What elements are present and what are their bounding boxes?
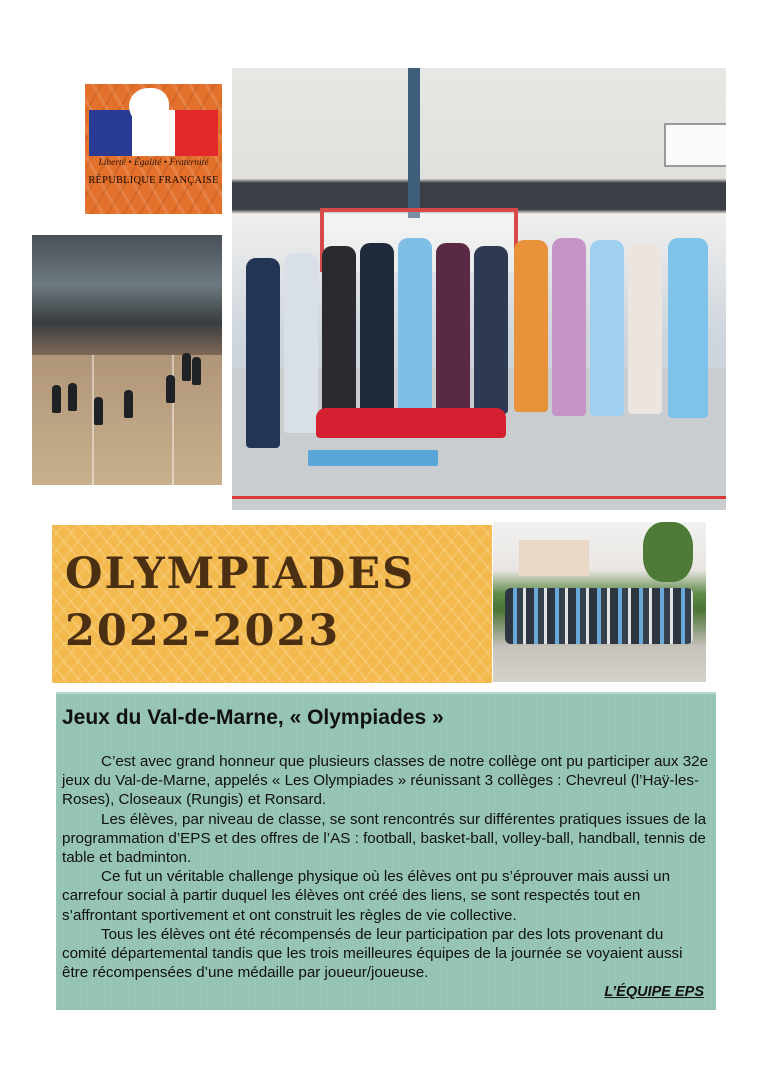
article-signature: L’ÉQUIPE EPS — [604, 984, 704, 1000]
article-paragraph: Ce fut un véritable challenge physique où les élèves ont pu s’éprouver mais aussi un carrefour social à partir duquel les élèves ont créé des liens, se sont respectés tout en s’affrontant sportivement et ont construit les règles de vie collective. — [62, 868, 671, 924]
page-subtitle-year: 2022-2023 — [65, 606, 341, 656]
article-box — [56, 692, 716, 1010]
outdoor-group-photo — [493, 522, 706, 682]
gym-match-photo — [32, 235, 222, 485]
page-title: OLYMPIADES — [65, 549, 416, 599]
article-heading: Jeux du Val-de-Marne, « Olympiades » — [62, 706, 444, 729]
marianne-profile-icon — [129, 88, 169, 126]
title-banner — [52, 525, 492, 683]
logo-motto: Liberté • Égalité • Fraternité — [98, 158, 209, 168]
article-paragraph: Tous les élèves ont été récompensés de leur participation par des lots provenant du comité départemental tandis que les trois meilleures équipes de la journée se voyaient aussi être récompensées d’une médaille par joueur/joueuse. — [62, 925, 683, 982]
republique-francaise-logo — [85, 84, 222, 214]
article-paragraph: C’est avec grand honneur que plusieurs classes de notre collège ont pu participer aux 32e jeux du Val-de-Marne, appelés « Les Olympiades » réunissant 3 collèges : Chevreul (l’Haÿ-les-Roses), Closeaux (Rungis) et Ronsard. — [62, 753, 709, 809]
team-group-photo — [232, 68, 726, 510]
logo-name: RÉPUBLIQUE FRANÇAISE — [88, 175, 219, 186]
article-body — [62, 752, 710, 982]
article-paragraph: Les élèves, par niveau de classe, se sont rencontrés sur différentes pratiques issues de la programmation d’EPS et des offres de l’AS : football, basket-ball, volley-ball, handball, tennis de table et badminton. — [62, 810, 707, 867]
